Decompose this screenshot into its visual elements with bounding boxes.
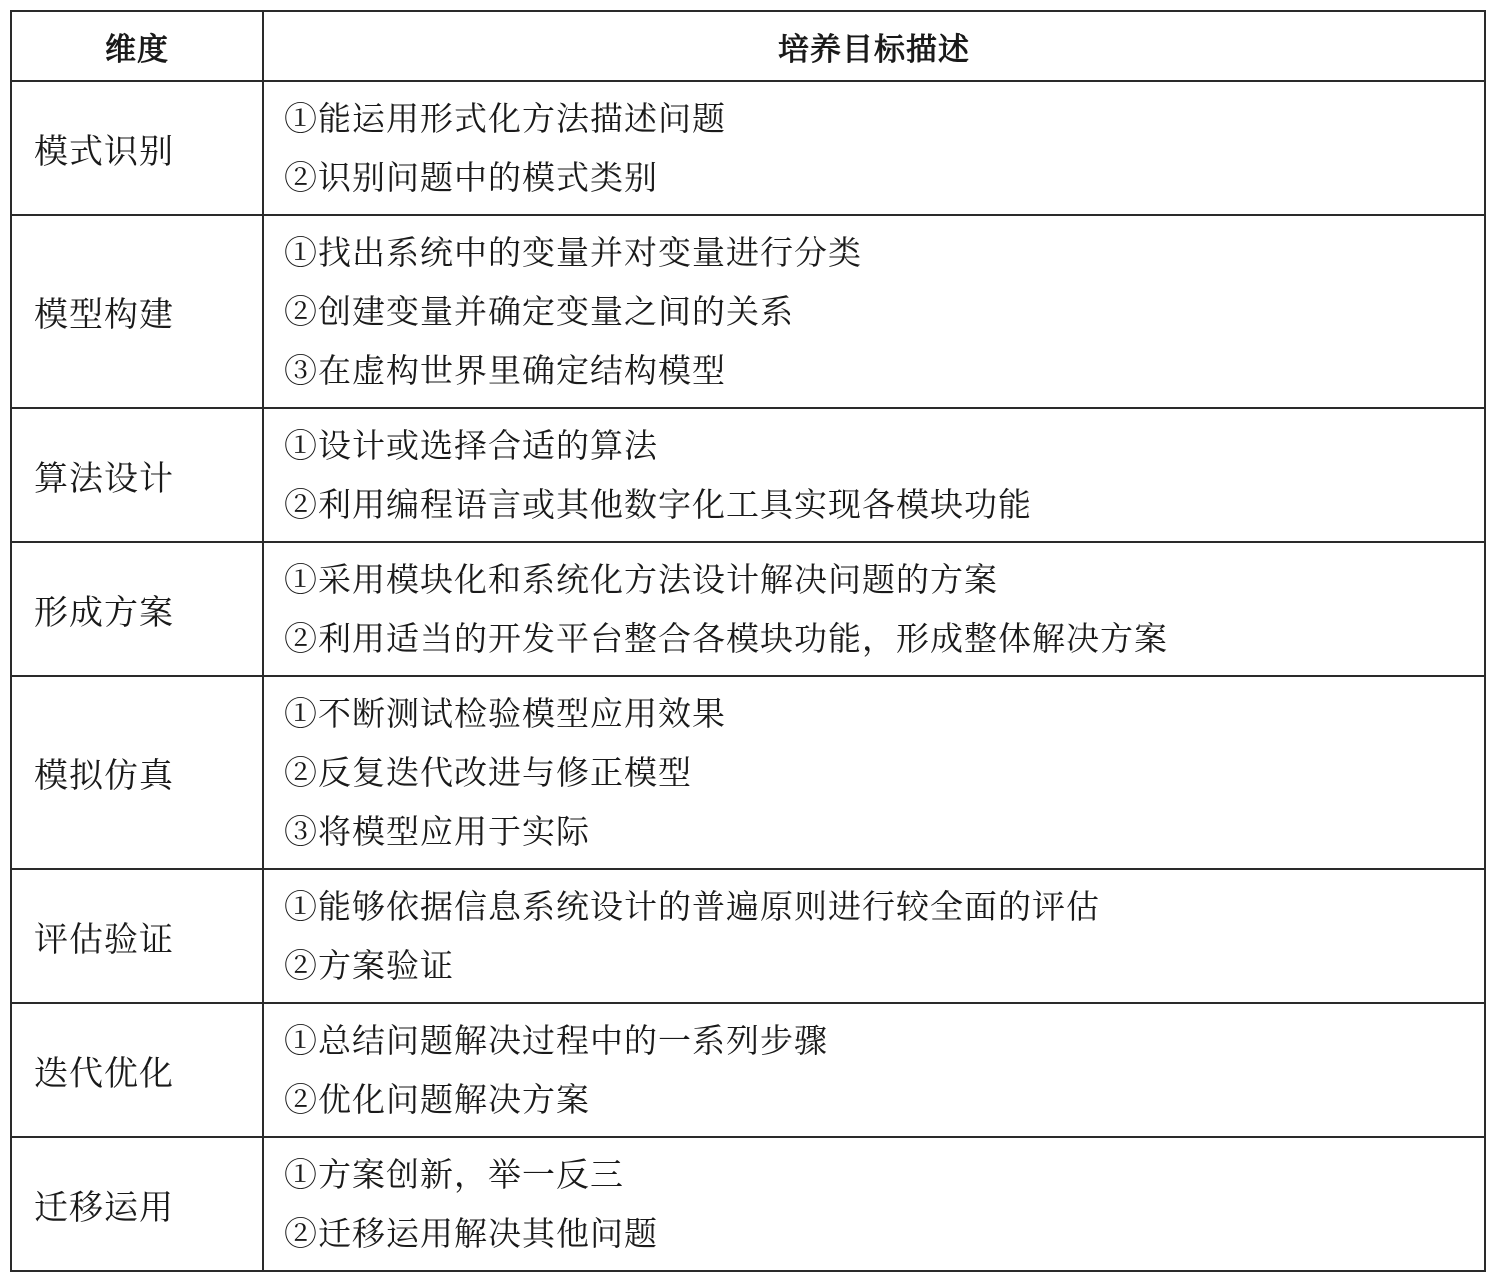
description-item: ①能够依据信息系统设计的普遍原则进行较全面的评估 [284,887,1100,926]
description-item: ②利用适当的开发平台整合各模块功能，形成整体解决方案 [284,619,1168,658]
dimension-cell: 迭代优化 [11,1003,263,1137]
table-row [11,408,1485,542]
description-cell [263,1003,1485,1137]
description-item: ①能运用形式化方法描述问题 [284,99,726,138]
table-header-row [11,11,1485,81]
description-item: ①总结问题解决过程中的一系列步骤 [284,1021,828,1060]
table-row [11,81,1485,215]
description-item: ②迁移运用解决其他问题 [284,1214,658,1253]
table-row [11,1137,1485,1271]
dimension-cell: 形成方案 [11,542,263,676]
description-item: ②反复迭代改进与修正模型 [284,753,692,792]
dimension-cell: 算法设计 [11,408,263,542]
description-item: ①设计或选择合适的算法 [284,426,658,465]
description-item: ②方案验证 [284,946,454,985]
description-cell [263,81,1485,215]
description-cell [263,542,1485,676]
description-cell [263,869,1485,1003]
description-item: ①找出系统中的变量并对变量进行分类 [284,233,862,272]
header-description: 培养目标描述 [263,11,1485,81]
description-item: ②创建变量并确定变量之间的关系 [284,292,794,331]
table-row [11,676,1485,869]
description-item: ②利用编程语言或其他数字化工具实现各模块功能 [284,485,1032,524]
header-dimension: 维度 [11,11,263,81]
dimension-cell: 模拟仿真 [11,676,263,869]
description-item: ①方案创新，举一反三 [284,1155,624,1194]
description-cell [263,215,1485,408]
table-row [11,215,1485,408]
dimension-cell: 评估验证 [11,869,263,1003]
description-cell [263,408,1485,542]
table-row [11,1003,1485,1137]
description-item: ②识别问题中的模式类别 [284,158,658,197]
dimension-cell: 模式识别 [11,81,263,215]
dimension-cell: 迁移运用 [11,1137,263,1271]
description-cell [263,676,1485,869]
description-cell [263,1137,1485,1271]
description-item: ②优化问题解决方案 [284,1080,590,1119]
description-item: ③将模型应用于实际 [284,812,590,851]
description-item: ③在虚构世界里确定结构模型 [284,351,726,390]
goals-table [10,10,1486,1272]
description-item: ①采用模块化和系统化方法设计解决问题的方案 [284,560,998,599]
table-row [11,869,1485,1003]
description-item: ①不断测试检验模型应用效果 [284,694,726,733]
goals-table-container [10,10,1484,1272]
dimension-cell: 模型构建 [11,215,263,408]
table-row [11,542,1485,676]
